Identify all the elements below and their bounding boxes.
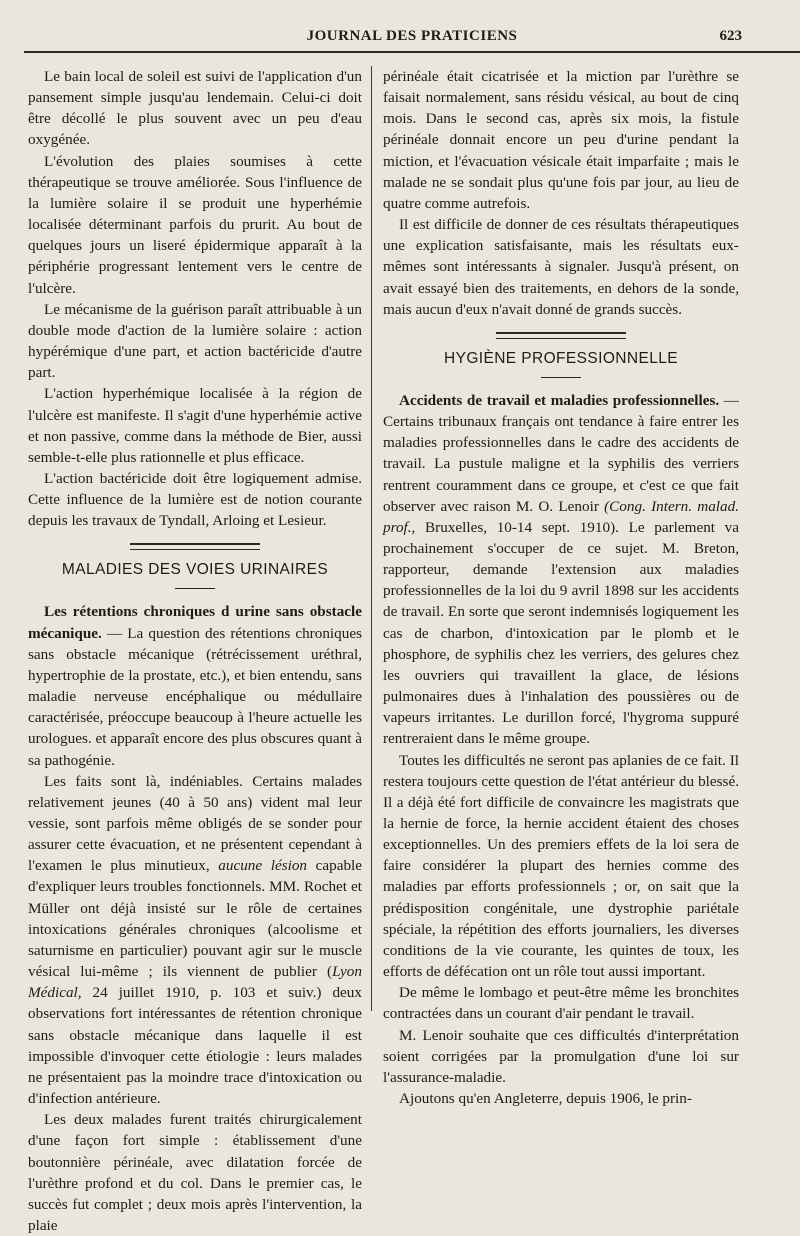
paragraph: périnéale était cicatrisée et la miction par l'urèthre se faisait normalement, sans résidu vésical, au bout de cinq mois. Dans le second cas, après six mois, la fistule périnéale donnait encore un peu d'urine pendant la miction, et l'évacuation vésicale était imparfaite ; mais le malade ne se sondait plus qu'une fois par jour, au lieu de quatre comme autrefois. [383,68,739,212]
paragraph: Ajoutons qu'en Angleterre, depuis 1906, le prin- [399,1090,692,1108]
section-heading: HYGIÈNE PROFESSIONNELLE [443,349,678,367]
paragraph: Le mécanisme de la guérison paraît attribuable à un double mode d'action de la lumière solaire : action hypérémique d'une part, et action bactéricide d'autre part. [28,300,362,382]
paragraph: Les faits sont là, indéniables. Certains malades relativement jeunes (40 à 50 ans) vident mal leur vessie, sont parfois même obligés de se sonder pour assurer cette évacuation, et ne présentent cependant à l'examen le plus minutieux, aucune lésion capable d'expliquer leurs troubles fonctionnels. MM. Rochet et Müller ont déjà insisté sur le rôle de certaines intoxications générales chroniques (alcoolisme et saturnisme en particulier) pouvant agir sur le muscle vésical lui-même ; ils viennent de publier (Lyon Médical, 24 juillet 1910, p. 103 et suiv.) deux observations fort intéressantes de rétention chronique sans obstacle mécanique dans laquelle il est impossible d'invoquer cette étiologie : leurs malades ne présentaient pas la moindre trace d'intoxication ou d'infection antérieure. [28,772,363,1108]
right-column [383,66,739,1109]
paragraph: M. Lenoir souhaite que ces difficultés d'interprétation soient corrigées par la promulgation d'une loi sur l'assurance-maladie. [383,1026,739,1086]
paragraph: L'action hyperhémique localisée à la région de l'ulcère est manifeste. Il s'agit d'une hyperhémie active et non passive, comme dans la méthode de Bier, aussi semble-t-elle plus rationnelle et plus efficace. [28,385,362,466]
paragraph: Toutes les difficultés ne seront pas aplanies de ce fait. Il restera toujours cette question de l'état antérieur du blessé. Il a déjà été fort difficile de convaincre les magistrats que la hernie de force, la hernie accident étaient des choses exceptionnelles. Un des premiers effets de la loi sera de faire considérer la plupart des hernies comme des maladies par efforts professionnels ; or, on sait que la prédisposition congénitale, une dystrophie pariétale spéciale, la répétition des efforts journaliers, les diverses conditions de la vie courante, les quintes de toux, les efforts de défécation ont un rôle tout aussi important. [383,751,739,981]
section-rule [496,332,626,339]
section-rule-short [175,588,215,589]
column-divider [371,66,372,1011]
section-rule [130,543,260,550]
running-header [24,28,800,50]
left-column [28,66,362,1236]
article-lead: Les rétentions chroniques d urine sans obstacle mécanique. [28,603,362,642]
journal-title: JOURNAL DES PRATICIENS [306,28,518,44]
article-paragraph: Accidents de travail et maladies professionnelles. — Certains tribunaux français ont tendance à faire entrer les maladies professionnelles dans le cadre des accidents de travail. La pustule maligne et la syphilis des verriers rentrent couramment dans ce groupe, et c'est ce que fait observer avec raison M. O. Lenoir (Cong. Intern. malad. prof., Bruxelles, 10-14 sept. 1910). Le parlement va prochainement s'occuper de ce sujet. M. Breton, rapporteur, demande l'extension aux maladies professionnelles de la loi du 9 avril 1898 sur les accidents de travail. En sorte que seront indemnisés logiquement les cas de charbon, d'intoxication par le plomb et le phosphore, de syphilis chez les verriers, des gelures chez les ouvriers qui travaillent la glace, de lésions pulmonaires dues à l'inhalation des poussières ou de vapeurs irritantes. Le durillon forcé, l'hygroma suppuré rentreraient dans le même groupe. [383,391,739,748]
section-heading: MALADIES DES VOIES URINAIRES [61,561,329,579]
paragraph: Le bain local de soleil est suivi de l'application d'un pansement simple jusqu'au lendemain. Celui-ci doit être décollé le plus souvent avec un peu d'eau oxygénée. [28,68,362,149]
article-paragraph: Les rétentions chroniques d urine sans obstacle mécanique. — La question des rétentions chroniques sans obstacle mécanique (rétrécissement uréthral, hypertrophie de la prostate, etc.), et bien entendu, sans maladie nerveuse encéphalique ou médullaire caractérisée, préoccupe beaucoup à l'heure actuelle les urologues. et apparaît encore des plus obscures quant à sa pathogénie. [28,603,362,769]
paragraph: L'évolution des plaies soumises à cette thérapeutique se trouve améliorée. Sous l'influence de la lumière solaire il se produit une hyperhémie localisée déterminant parfois du prurit. Au bout de quelques jours un liseré épidermique apparaît à la périphérie progressant lentement vers le centre de l'ulcère. [28,152,362,297]
paragraph: L'action bactéricide doit être logiquement admise. Cette influence de la lumière est de notion courante depuis les travaux de Tyndall, Arloing et Lesieur. [28,469,362,530]
section-rule-short [541,377,581,378]
paragraph: De même le lombago et peut-être même les bronchites contractées dans un courant d'air pendant le travail. [383,984,739,1023]
paragraph: Il est difficile de donner de ces résultats thérapeutiques une explication satisfaisante, mais les résultats eux-mêmes sont intéressants à signaler. Jusqu'à présent, on avait essayé bien des traitements, en dehors de la sonde, mais aucun d'eux n'avait donné de grands succès. [383,216,739,318]
article-lead: Accidents de travail et maladies professionnelles. [399,391,720,409]
paragraph: Les deux malades furent traités chirurgicalement d'une façon fort simple : établissement d'une boutonnière périnéale, avec dilatation forcée de l'urèthre profond et du col. Dans le premier cas, le succès fut complet ; deux mois après l'intervention, la plaie [28,1111,362,1234]
header-rule [24,51,800,53]
page-number: 623 [719,28,742,44]
